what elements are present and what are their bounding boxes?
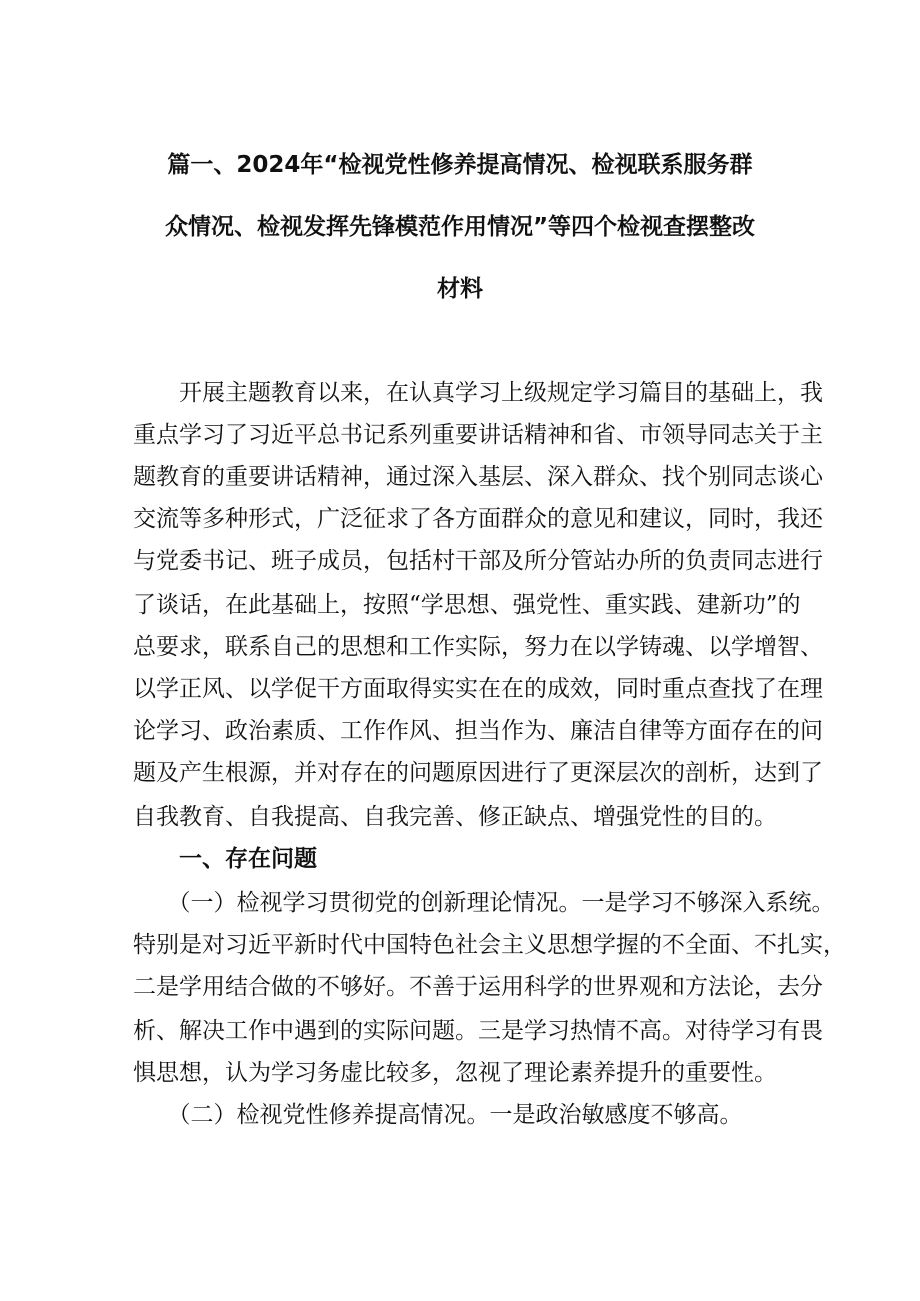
body-line: 重点学习了习近平总书记系列重要讲话精神和省、市领导同志关于主 xyxy=(133,422,823,448)
body-line: 析、解决工作中遇到的实际问题。三是学习热情不高。对待学习有畏 xyxy=(133,1018,823,1044)
body-line: 与党委书记、班子成员，包括村干部及所分管站办所的负责同志进行 xyxy=(133,548,823,574)
body-line: 自我教育、自我提高、自我完善、修正缺点、增强党性的目的。 xyxy=(133,804,777,830)
body-line: 以学正风、以学促干方面取得实实在在的成效，同时重点查找了在理 xyxy=(133,676,823,702)
section-heading: 一、存在问题 xyxy=(133,846,317,872)
body-line: （二）检视党性修养提高情况。一是政治敏感度不够高。 xyxy=(133,1102,743,1128)
body-line: （一）检视学习贯彻党的创新理论情况。一是学习不够深入系统。 xyxy=(133,890,835,916)
body-line: 开展主题教育以来，在认真学习上级规定学习篇目的基础上，我 xyxy=(133,380,823,406)
body-line: 了谈话，在此基础上，按照“学思想、强党性、重实践、建新功”的 xyxy=(133,592,801,618)
body-line: 论学习、政治素质、工作作风、担当作为、廉洁自律等方面存在的问 xyxy=(133,718,823,744)
body-line: 交流等多种形式，广泛征求了各方面群众的意见和建议，同时，我还 xyxy=(133,506,823,532)
body-line: 特别是对习近平新时代中国特色社会主义思想学握的不全面、不扎实， xyxy=(133,932,846,958)
document-title-line-3: 材料 xyxy=(437,276,483,302)
body-line: 题教育的重要讲话精神，通过深入基层、深入群众、找个别同志谈心 xyxy=(133,464,823,490)
body-line: 惧思想，认为学习务虚比较多，忽视了理论素养提升的重要性。 xyxy=(133,1060,777,1086)
body-line: 题及产生根源，并对存在的问题原因进行了更深层次的剖析，达到了 xyxy=(133,760,823,786)
body-line: 总要求，联系自己的思想和工作实际，努力在以学铸魂、以学增智、 xyxy=(133,634,823,660)
document-title-line-2: 众情况、检视发挥先锋模范作用情况”等四个检视查摆整改 xyxy=(164,214,756,240)
body-line: 二是学用结合做的不够好。不善于运用科学的世界观和方法论，去分 xyxy=(133,974,823,1000)
document-title-line-1: 篇一、2024年“检视党性修养提高情况、检视联系服务群 xyxy=(167,152,753,178)
